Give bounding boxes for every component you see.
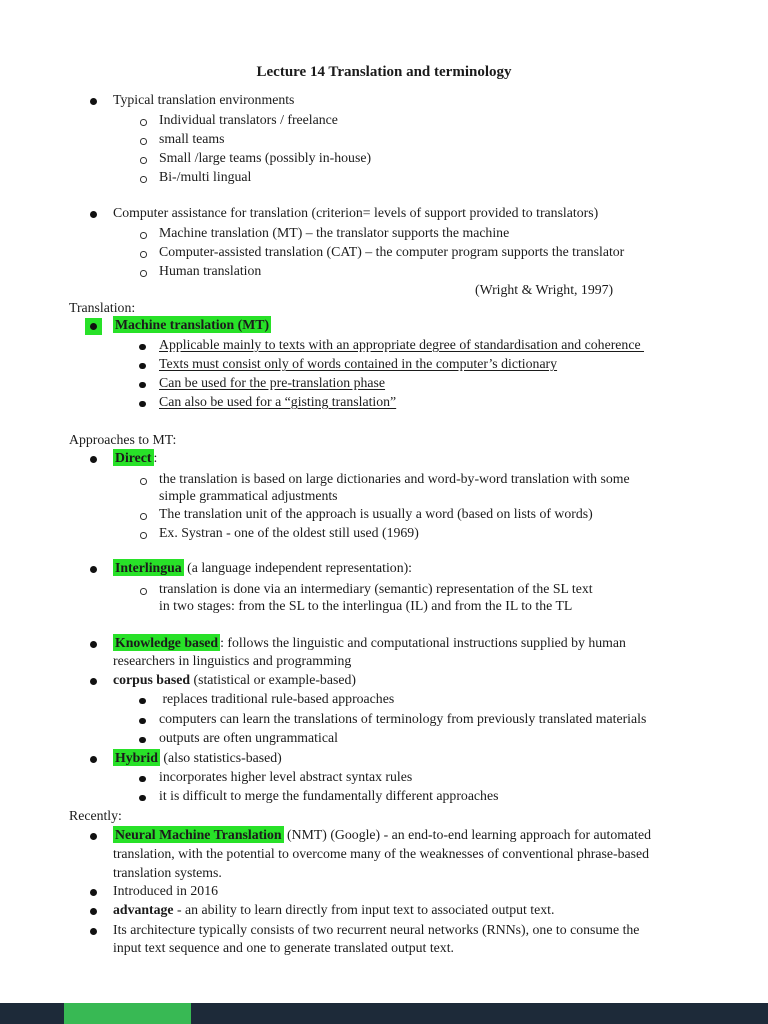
- text-segment: : follows the linguistic and computational instructions supplied by human: [220, 635, 626, 650]
- hollow-bullet-icon: [140, 176, 147, 183]
- text-segment: Individual translators / freelance: [159, 112, 338, 127]
- text-segment: outputs are often ungrammatical: [159, 730, 338, 745]
- text-line: [159, 711, 646, 727]
- bullet-icon: [90, 928, 97, 935]
- text-line: [159, 691, 394, 707]
- citation: [0, 282, 768, 301]
- text-segment: replaces traditional rule-based approaches: [159, 691, 395, 706]
- list-item: [0, 375, 768, 394]
- text-line: [113, 940, 454, 956]
- text-segment: :: [153, 450, 158, 465]
- text-segment: Ex. Systran - one of the oldest still used (1969): [159, 525, 419, 540]
- text-segment: advantage: [113, 902, 174, 917]
- list-item: [0, 902, 768, 921]
- text-segment: (a language independent representation):: [183, 560, 413, 575]
- text-line: [159, 488, 338, 504]
- hollow-bullet-icon: [140, 478, 147, 485]
- document-title: Lecture 14 Translation and terminology: [256, 64, 512, 80]
- list-item: [0, 112, 768, 131]
- text-segment: computers can learn the translations of terminology from previously translated materials: [159, 711, 647, 726]
- text-segment: Can also be used for a “gisting translation”: [159, 394, 397, 409]
- text-line: [159, 169, 251, 185]
- text-segment: (Wright & Wright, 1997): [475, 282, 614, 297]
- list-item: [0, 317, 768, 336]
- list-item-continuation: [0, 598, 768, 617]
- hollow-bullet-icon: [140, 119, 147, 126]
- text-segment: (statistical or example-based): [190, 672, 356, 687]
- list-item-continuation: [0, 488, 768, 507]
- text-line: [159, 525, 419, 541]
- bullet-icon: [90, 98, 97, 105]
- bullet-icon: [90, 323, 97, 330]
- text-segment: Interlingua: [115, 560, 182, 575]
- text-line: [69, 300, 135, 316]
- text-segment: The translation unit of the approach is usually a word (based on lists of words): [159, 506, 593, 521]
- list-item: [0, 131, 768, 150]
- bullet-icon: [139, 363, 146, 370]
- bullet-icon: [139, 776, 146, 783]
- text-line: [159, 769, 412, 785]
- bullet-icon: [90, 566, 97, 573]
- text-line: [113, 672, 356, 688]
- bullet-icon: [90, 678, 97, 685]
- list-item: [0, 711, 768, 730]
- list-item: [0, 788, 768, 807]
- text-line: [159, 356, 557, 372]
- text-line: [113, 846, 649, 862]
- list-item: [0, 225, 768, 244]
- text-segment: (NMT) (Google) - an end-to-end learning approach for automated: [283, 827, 651, 842]
- text-line: [113, 450, 157, 466]
- bullet-icon: [139, 344, 146, 351]
- text-segment: Translation:: [69, 300, 136, 315]
- list-item: [0, 750, 768, 769]
- text-line: [113, 635, 626, 651]
- hollow-bullet-icon: [140, 251, 147, 258]
- list-item: [0, 506, 768, 525]
- text-segment: - an ability to learn directly from input text to associated output text.: [173, 902, 555, 917]
- hollow-bullet-icon: [140, 532, 147, 539]
- text-line: [159, 598, 572, 614]
- bullet-icon: [139, 795, 146, 802]
- text-segment: Typical translation environments: [113, 92, 295, 107]
- text-segment: Human translation: [159, 263, 262, 278]
- list-item: [0, 730, 768, 749]
- text-line: [113, 92, 294, 108]
- text-segment: Hybrid: [115, 750, 158, 765]
- bullet-icon: [139, 718, 146, 725]
- bullet-icon: [90, 456, 97, 463]
- list-item: [0, 691, 768, 710]
- text-line: [113, 205, 598, 221]
- text-segment: (also statistics-based): [159, 750, 282, 765]
- text-line: [113, 827, 651, 843]
- text-line: [113, 902, 554, 918]
- text-segment: input text sequence and one to generate translated output text.: [113, 940, 454, 955]
- bullet-icon: [90, 908, 97, 915]
- text-line: [69, 808, 122, 824]
- text-segment: Can be used for the pre-translation phase: [159, 375, 386, 390]
- text-line: [475, 282, 613, 298]
- text-segment: Its architecture typically consists of two recurrent neural networks (RNNs), one to consume the: [113, 922, 640, 937]
- list-item: [0, 356, 768, 375]
- bullet-icon: [90, 833, 97, 840]
- list-item: [0, 560, 768, 579]
- text-segment: translation systems.: [113, 865, 222, 880]
- bullet-icon: [139, 698, 146, 705]
- hollow-bullet-icon: [140, 138, 147, 145]
- text-segment: Knowledge based: [115, 635, 219, 650]
- list-item: [0, 450, 768, 469]
- text-segment: Machine translation (MT): [115, 317, 270, 332]
- text-line: [113, 560, 412, 576]
- text-segment: Introduced in 2016: [113, 883, 218, 898]
- footer-bar: [0, 1003, 768, 1024]
- bullet-icon: [90, 211, 97, 218]
- text-segment: simple grammatical adjustments: [159, 488, 338, 503]
- list-item-continuation: [0, 846, 768, 865]
- text-segment: Computer assistance for translation (criterion= levels of support provided to translators): [113, 205, 599, 220]
- list-item: [0, 92, 768, 111]
- text-line: [159, 394, 396, 410]
- list-item: [0, 205, 768, 224]
- text-segment: incorporates higher level abstract syntax rules: [159, 769, 413, 784]
- text-line: [159, 788, 498, 804]
- hollow-bullet-icon: [140, 232, 147, 239]
- text-segment: researchers in linguistics and programming: [113, 653, 352, 668]
- text-segment: Recently:: [69, 808, 122, 823]
- list-item: [0, 635, 768, 654]
- text-segment: corpus based: [113, 672, 191, 687]
- hollow-bullet-icon: [140, 588, 147, 595]
- text-line: [113, 883, 218, 899]
- text-line: [159, 581, 593, 597]
- text-line: [113, 653, 351, 669]
- text-line: [113, 317, 271, 333]
- text-line: [159, 244, 624, 260]
- text-segment: translation is done via an intermediary (semantic) representation of the SL text: [159, 581, 593, 596]
- section-label: [0, 808, 768, 827]
- list-item: [0, 394, 768, 413]
- hollow-bullet-icon: [140, 270, 147, 277]
- text-segment: Small /large teams (possibly in-house): [159, 150, 372, 165]
- text-line: [113, 750, 282, 766]
- bullet-icon: [90, 641, 97, 648]
- list-item: [0, 672, 768, 691]
- text-segment: translation, with the potential to overcome many of the weaknesses of conventional phrase-based: [113, 846, 649, 861]
- list-item: [0, 244, 768, 263]
- text-segment: Neural Machine Translation: [115, 827, 282, 842]
- text-line: [159, 337, 644, 353]
- text-line: [159, 150, 371, 166]
- bullet-icon: [90, 889, 97, 896]
- text-line: [159, 225, 509, 241]
- text-segment: in two stages: from the SL to the interlingua (IL) and from the IL to the TL: [159, 598, 573, 613]
- bullet-icon: [139, 382, 146, 389]
- text-segment: Bi-/multi lingual: [159, 169, 252, 184]
- list-item: [0, 169, 768, 188]
- bullet-icon: [139, 737, 146, 744]
- hollow-bullet-icon: [140, 157, 147, 164]
- text-segment: small teams: [159, 131, 225, 146]
- list-item: [0, 922, 768, 941]
- text-line: [113, 922, 639, 938]
- list-item: [0, 525, 768, 544]
- list-item: [0, 769, 768, 788]
- list-item: [0, 150, 768, 169]
- text-line: [113, 865, 222, 881]
- text-segment: Applicable mainly to texts with an appropriate degree of standardisation and coherence: [159, 337, 645, 352]
- list-item-continuation: [0, 865, 768, 884]
- bullet-icon: [139, 401, 146, 408]
- text-line: [159, 471, 630, 487]
- list-item: [0, 827, 768, 846]
- text-segment: Machine translation (MT) – the translator supports the machine: [159, 225, 510, 240]
- hollow-bullet-icon: [140, 513, 147, 520]
- text-segment: Computer-assisted translation (CAT) – the computer program supports the translator: [159, 244, 625, 259]
- text-line: [159, 506, 593, 522]
- text-segment: it is difficult to merge the fundamentally different approaches: [159, 788, 499, 803]
- text-line: [69, 432, 176, 448]
- text-line: [159, 375, 385, 391]
- text-line: [159, 263, 261, 279]
- text-segment: Approaches to MT:: [69, 432, 177, 447]
- text-line: [159, 730, 338, 746]
- text-segment: Direct: [115, 450, 152, 465]
- footer-progress-accent: [64, 1003, 191, 1024]
- list-item: [0, 263, 768, 282]
- text-line: [159, 131, 225, 147]
- bullet-icon: [90, 756, 97, 763]
- list-item-continuation: [0, 653, 768, 672]
- text-segment: the translation is based on large dictionaries and word-by-word translation with some: [159, 471, 630, 486]
- list-item-continuation: [0, 940, 768, 959]
- list-item: [0, 337, 768, 356]
- text-segment: Texts must consist only of words contained in the computer’s dictionary: [159, 356, 558, 371]
- list-item: [0, 883, 768, 902]
- text-line: [159, 112, 338, 128]
